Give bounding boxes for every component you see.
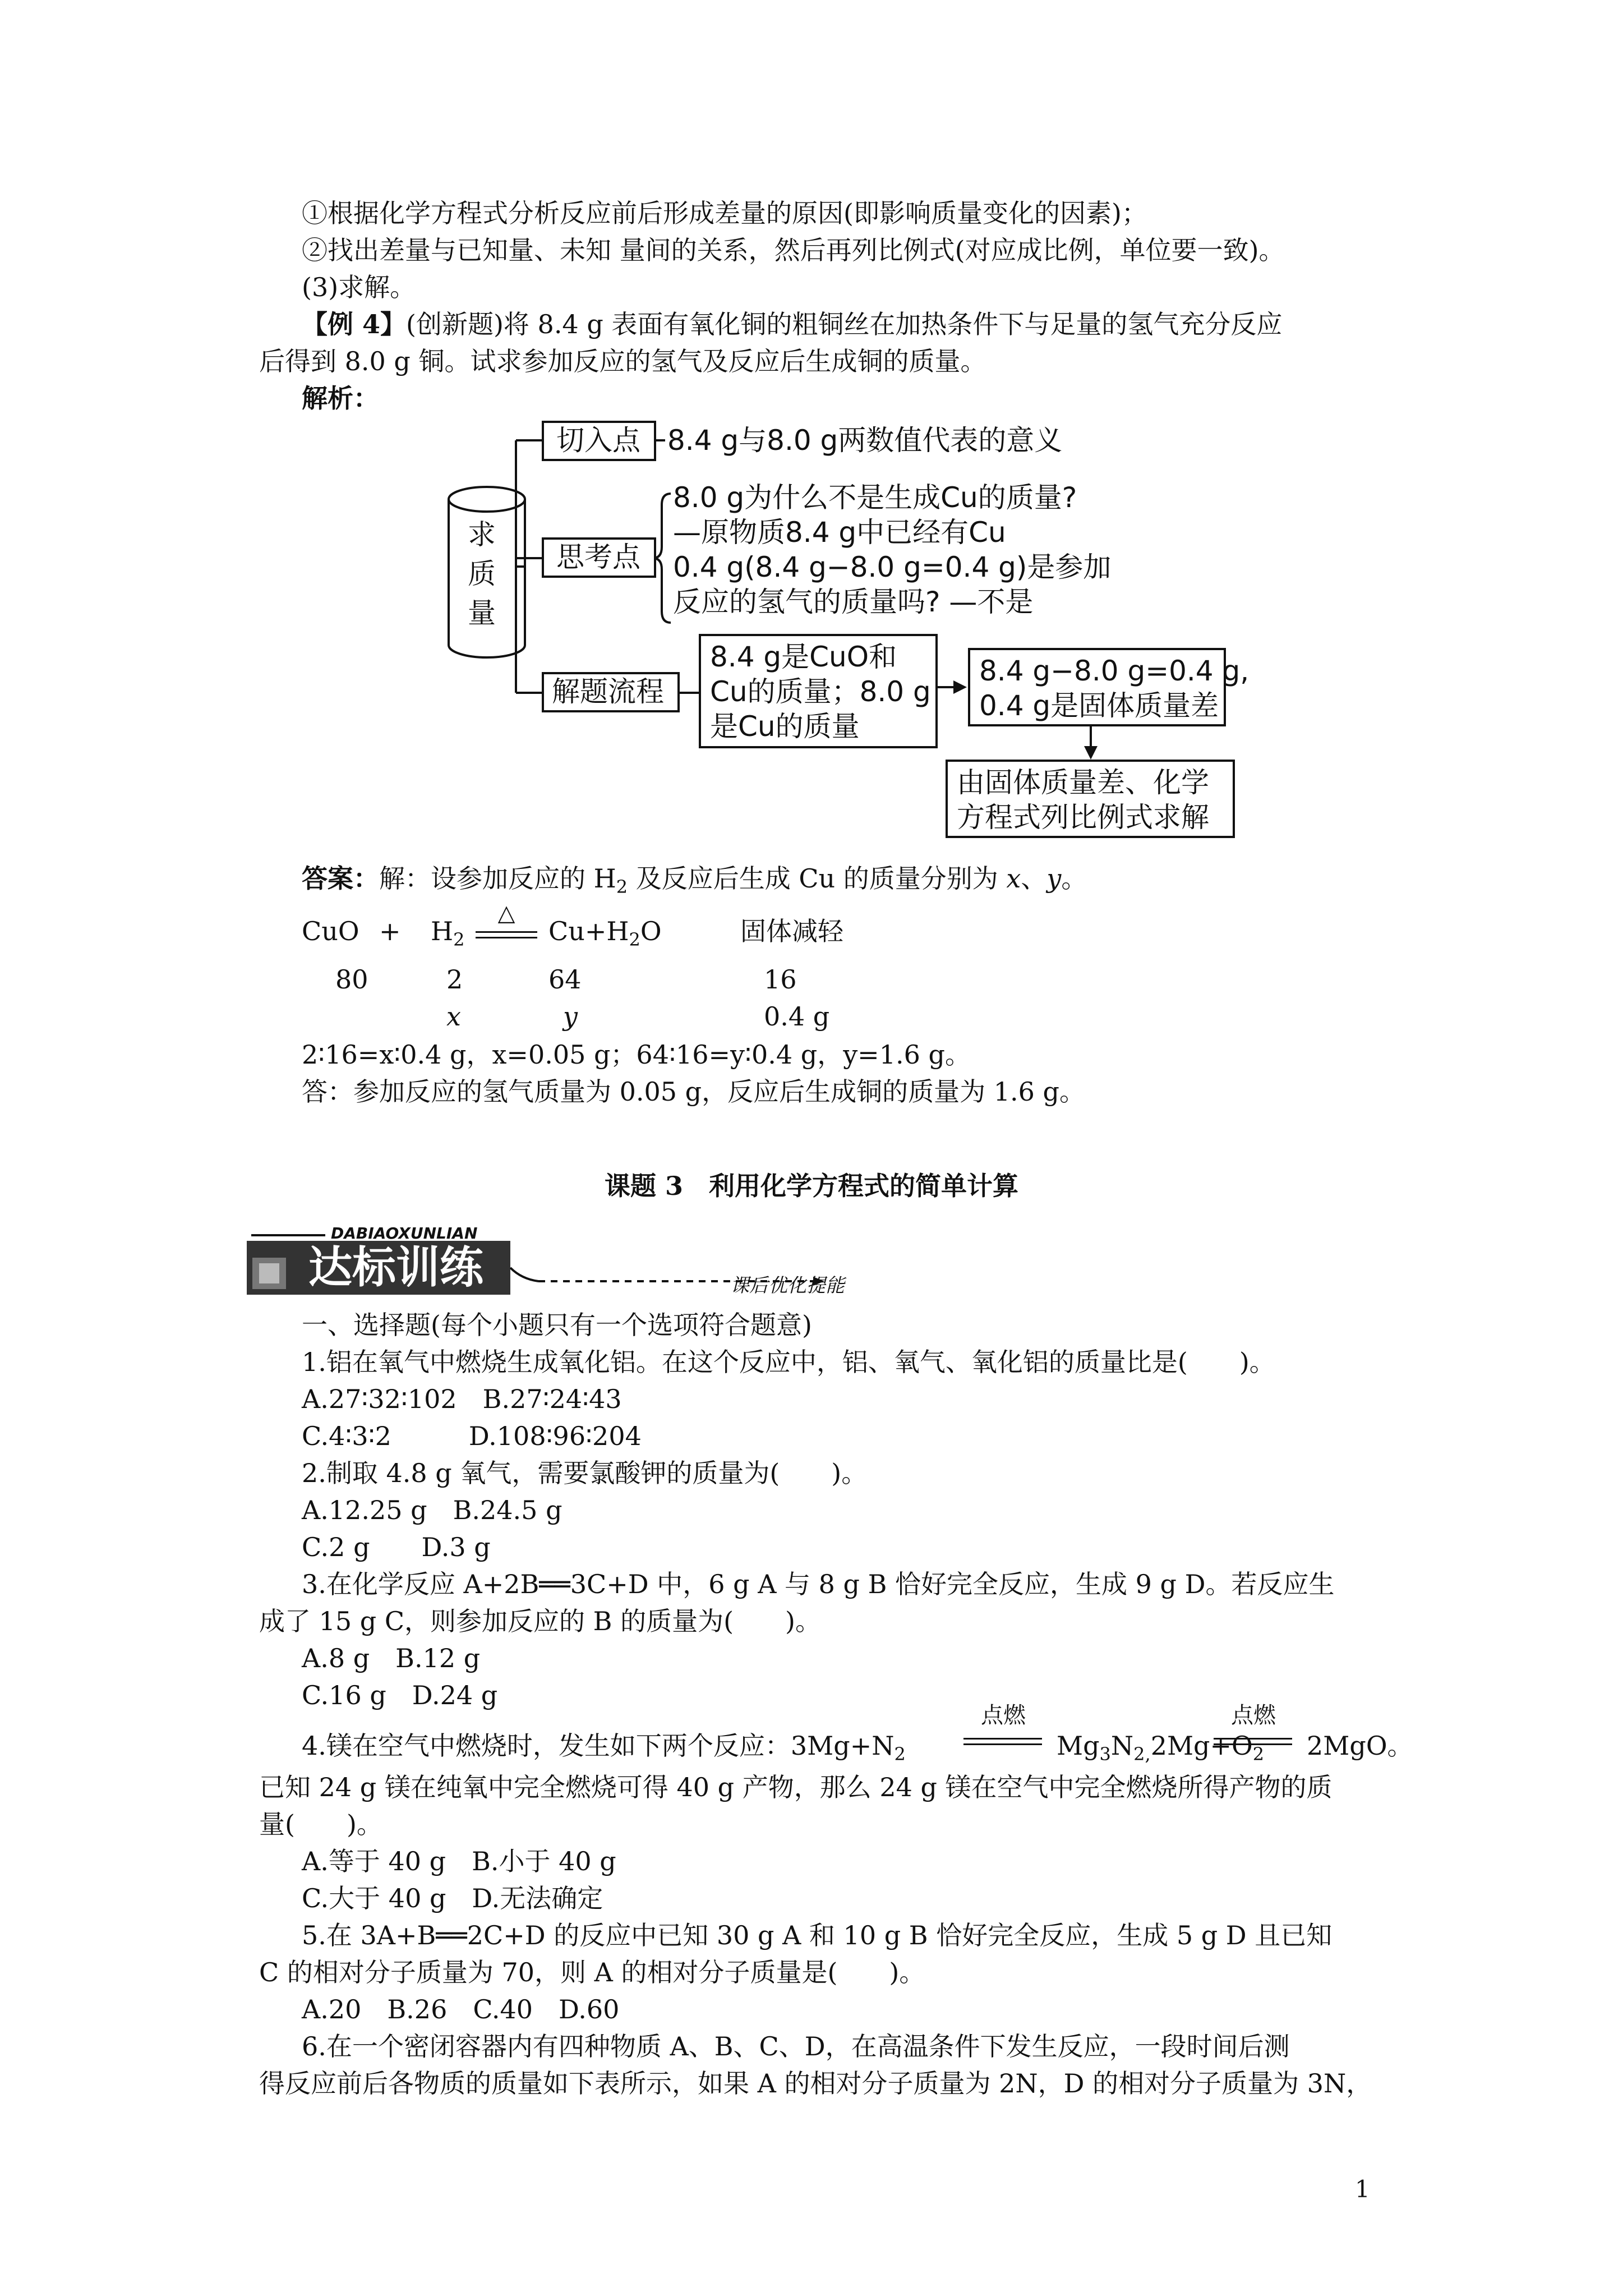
q3-options-ab: A.8 g B.12 g bbox=[302, 1643, 481, 1673]
diagram-step3-line-1: 由固体质量差、化学 bbox=[957, 766, 1209, 799]
diagram-root-1: 求 bbox=[468, 518, 496, 551]
intro-line-2: ②找出差量与已知量、未知 量间的关系，然后再列比例式(对应成比例，单位要一致)。 bbox=[302, 235, 1285, 265]
answer-text-b: 及反应后生成 Cu 的质量分别为 bbox=[628, 863, 1007, 894]
q6-stem-1: 6.在一个密闭容器内有四种物质 A、B、C、D，在高温条件下发生反应，一段时间后测 bbox=[302, 2031, 1290, 2062]
answer-text-a: 解：设参加反应的 H bbox=[379, 863, 616, 894]
diagram-root-3: 量 bbox=[468, 597, 496, 629]
q4-n: N bbox=[1110, 1731, 1134, 1761]
diagram-branch-think: 思考点 bbox=[542, 537, 656, 578]
q4-sub4: 2 bbox=[1252, 1743, 1265, 1765]
eq-products-end: O bbox=[640, 916, 662, 946]
ratio-line: 2∶16=x∶0.4 g，x=0.05 g；64∶16=y∶0.4 g，y=1.6 g。 bbox=[302, 1039, 971, 1070]
eq-bar-bottom bbox=[476, 937, 537, 938]
example4-line-2: 后得到 8.0 g 铜。试求参加反应的氢气及反应后生成铜的质量。 bbox=[259, 346, 986, 376]
q4-stem-2: 已知 24 g 镁在纯氧中完全燃烧可得 40 g 产物，那么 24 g 镁在空气中完全燃烧所得产物的质 bbox=[259, 1772, 1332, 1802]
diagram-think-line-3: 0.4 g(8.4 g−8.0 g=0.4 g)是参加 bbox=[673, 551, 1112, 583]
q4-product-1 bbox=[1057, 1729, 1264, 1771]
q5-stem-2: C 的相对分子质量为 70，则 A 的相对分子质量是( )。 bbox=[259, 1957, 925, 1987]
q4-sub1: 2 bbox=[894, 1743, 906, 1765]
answer-line bbox=[302, 862, 1087, 904]
diagram-flow-step-2 bbox=[968, 648, 1249, 726]
banner-subtitle: 课后优化提能 bbox=[730, 1274, 845, 1297]
diagram-think-line-2: —原物质8.4 g中已经有Cu bbox=[673, 516, 1006, 549]
diagram-root-2: 质 bbox=[468, 558, 496, 590]
diagram-think-line-1: 8.0 g为什么不是生成Cu的质量? bbox=[673, 481, 1077, 514]
q4-stem-3: 量( )。 bbox=[259, 1809, 382, 1839]
q4-bar-2a bbox=[1214, 1738, 1292, 1740]
q4-condition-1: 点燃 bbox=[981, 1703, 1026, 1728]
diagram-branch-flow: 解题流程 bbox=[542, 672, 680, 712]
section-title: 课题 3 利用化学方程式的简单计算 bbox=[604, 1171, 1019, 1201]
mass-h2: 2 bbox=[446, 964, 463, 995]
page-number: 1 bbox=[1355, 2175, 1370, 2203]
intro-line-3: (3)求解。 bbox=[302, 272, 416, 302]
q1-options-cd: C.4∶3∶2 D.108∶96∶204 bbox=[302, 1421, 642, 1451]
q4-reactant-2: 2Mg+O bbox=[1150, 1731, 1253, 1761]
example4-label: 【例 4】 bbox=[302, 309, 407, 339]
q4-bar-1b bbox=[963, 1743, 1042, 1745]
q2-options-cd: C.2 g D.3 g bbox=[302, 1532, 491, 1562]
q4-pre: 4.镁在空气中燃烧时，发生如下两个反应：3Mg+N bbox=[302, 1731, 895, 1761]
eq-h2-sub: 2 bbox=[453, 929, 465, 951]
q4-sub2: 3 bbox=[1099, 1743, 1111, 1765]
final-answer: 答：参加反应的氢气质量为 0.05 g，反应后生成铜的质量为 1.6 g。 bbox=[302, 1076, 1085, 1107]
analysis-label: 解析： bbox=[302, 383, 379, 413]
q4-sub3: 2, bbox=[1133, 1743, 1151, 1765]
answer-sep: 、 bbox=[1021, 863, 1047, 894]
eq-note: 固体减轻 bbox=[740, 916, 843, 946]
diagram-flow-step-3 bbox=[946, 760, 1235, 838]
diagram-flow-step-1 bbox=[699, 634, 938, 748]
unknown-diff: 0.4 g bbox=[764, 1001, 830, 1032]
unknown-x: x bbox=[446, 1001, 461, 1032]
eq-products-text: Cu+H bbox=[548, 916, 629, 946]
unknown-y: y bbox=[563, 1001, 578, 1032]
q4-mg: Mg bbox=[1057, 1731, 1100, 1761]
q4-bar-1a bbox=[963, 1738, 1042, 1740]
mass-diff: 16 bbox=[764, 964, 797, 995]
q1-options-ab: A.27∶32∶102 B.27∶24∶43 bbox=[302, 1384, 622, 1414]
banner-title: 达标训练 bbox=[308, 1243, 484, 1293]
intro-line-1: ①根据化学方程式分析反应前后形成差量的原因(即影响质量变化的因素)； bbox=[302, 198, 1147, 228]
diagram-branch-cutin: 切入点 bbox=[542, 421, 656, 461]
q5-options: A.20 B.26 C.40 D.60 bbox=[302, 1994, 620, 2024]
q2-options-ab: A.12.25 g B.24.5 g bbox=[302, 1495, 562, 1525]
q3-options-cd: C.16 g D.24 g bbox=[302, 1680, 498, 1710]
mass-cu: 64 bbox=[548, 964, 582, 995]
eq-h2 bbox=[431, 914, 464, 956]
mass-cuo: 80 bbox=[335, 964, 368, 995]
diagram-step1-line-3: 是Cu的质量 bbox=[710, 710, 860, 743]
eq-products bbox=[548, 914, 662, 956]
questions-heading: 一、选择题(每个小题只有一个选项符合题意) bbox=[302, 1310, 812, 1340]
answer-var-y: y bbox=[1046, 863, 1062, 894]
eq-cuo: CuO bbox=[302, 916, 359, 946]
eq-plus: + bbox=[379, 916, 401, 946]
eq-h2-text: H bbox=[431, 916, 454, 946]
q4-product-2: 2MgO。 bbox=[1307, 1731, 1413, 1761]
q2-stem: 2.制取 4.8 g 氧气，需要氯酸钾的质量为( )。 bbox=[302, 1458, 868, 1488]
eq-bar-top bbox=[476, 931, 537, 933]
section-banner bbox=[247, 1223, 892, 1296]
diagram-step3-line-2: 方程式列比例式求解 bbox=[957, 801, 1209, 834]
q4-bar-2b bbox=[1214, 1743, 1292, 1745]
diagram-think-line-4: 反应的氢气的质量吗? —不是 bbox=[673, 586, 1034, 618]
example4-line-1 bbox=[302, 307, 1282, 341]
diagram-branch-cutin-text: 8.4 g与8.0 g两数值代表的意义 bbox=[667, 424, 1063, 457]
diagram-step2-line-2: 0.4 g是固体质量差 bbox=[979, 689, 1219, 722]
q4-options-cd: C.大于 40 g D.无法确定 bbox=[302, 1883, 603, 1913]
eq-condition: △ bbox=[497, 900, 515, 926]
q1-stem: 1.铝在氧气中燃烧生成氧化铝。在这个反应中，铝、氧气、氧化铝的质量比是( )。 bbox=[302, 1347, 1275, 1377]
eq-products-sub: 2 bbox=[629, 929, 640, 951]
q5-stem-1: 5.在 3A+B══2C+D 的反应中已知 30 g A 和 10 g B 恰好完全反应，生成 5 g D 且已知 bbox=[302, 1920, 1332, 1950]
q4-condition-2: 点燃 bbox=[1231, 1703, 1276, 1728]
q3-stem-2: 成了 15 g C，则参加反应的 B 的质量为( )。 bbox=[259, 1606, 821, 1636]
example4-text-1: (创新题)将 8.4 g 表面有氧化铜的粗铜丝在加热条件下与足量的氢气充分反应 bbox=[406, 309, 1283, 339]
diagram-step1-line-1: 8.4 g是CuO和 bbox=[710, 641, 897, 673]
answer-sub: 2 bbox=[616, 876, 628, 898]
answer-var-x: x bbox=[1006, 863, 1021, 894]
diagram-step2-line-1: 8.4 g−8.0 g=0.4 g, bbox=[979, 655, 1249, 687]
q6-stem-2: 得反应前后各物质的质量如下表所示，如果 A 的相对分子质量为 2N，D 的相对分子质量为 3N， bbox=[259, 2068, 1372, 2099]
answer-label: 答案： bbox=[302, 863, 379, 894]
q4-options-ab: A.等于 40 g B.小于 40 g bbox=[302, 1846, 616, 1876]
banner-pinyin: DABIAOXUNLIAN bbox=[331, 1224, 478, 1243]
diagram-step1-line-2: Cu的质量；8.0 g bbox=[710, 675, 931, 708]
answer-end: 。 bbox=[1061, 863, 1087, 894]
q3-stem-1: 3.在化学反应 A+2B══3C+D 中，6 g A 与 8 g B 恰好完全反应，生成 9 g D。若反应生 bbox=[302, 1569, 1335, 1599]
q4-stem-1 bbox=[302, 1729, 906, 1771]
